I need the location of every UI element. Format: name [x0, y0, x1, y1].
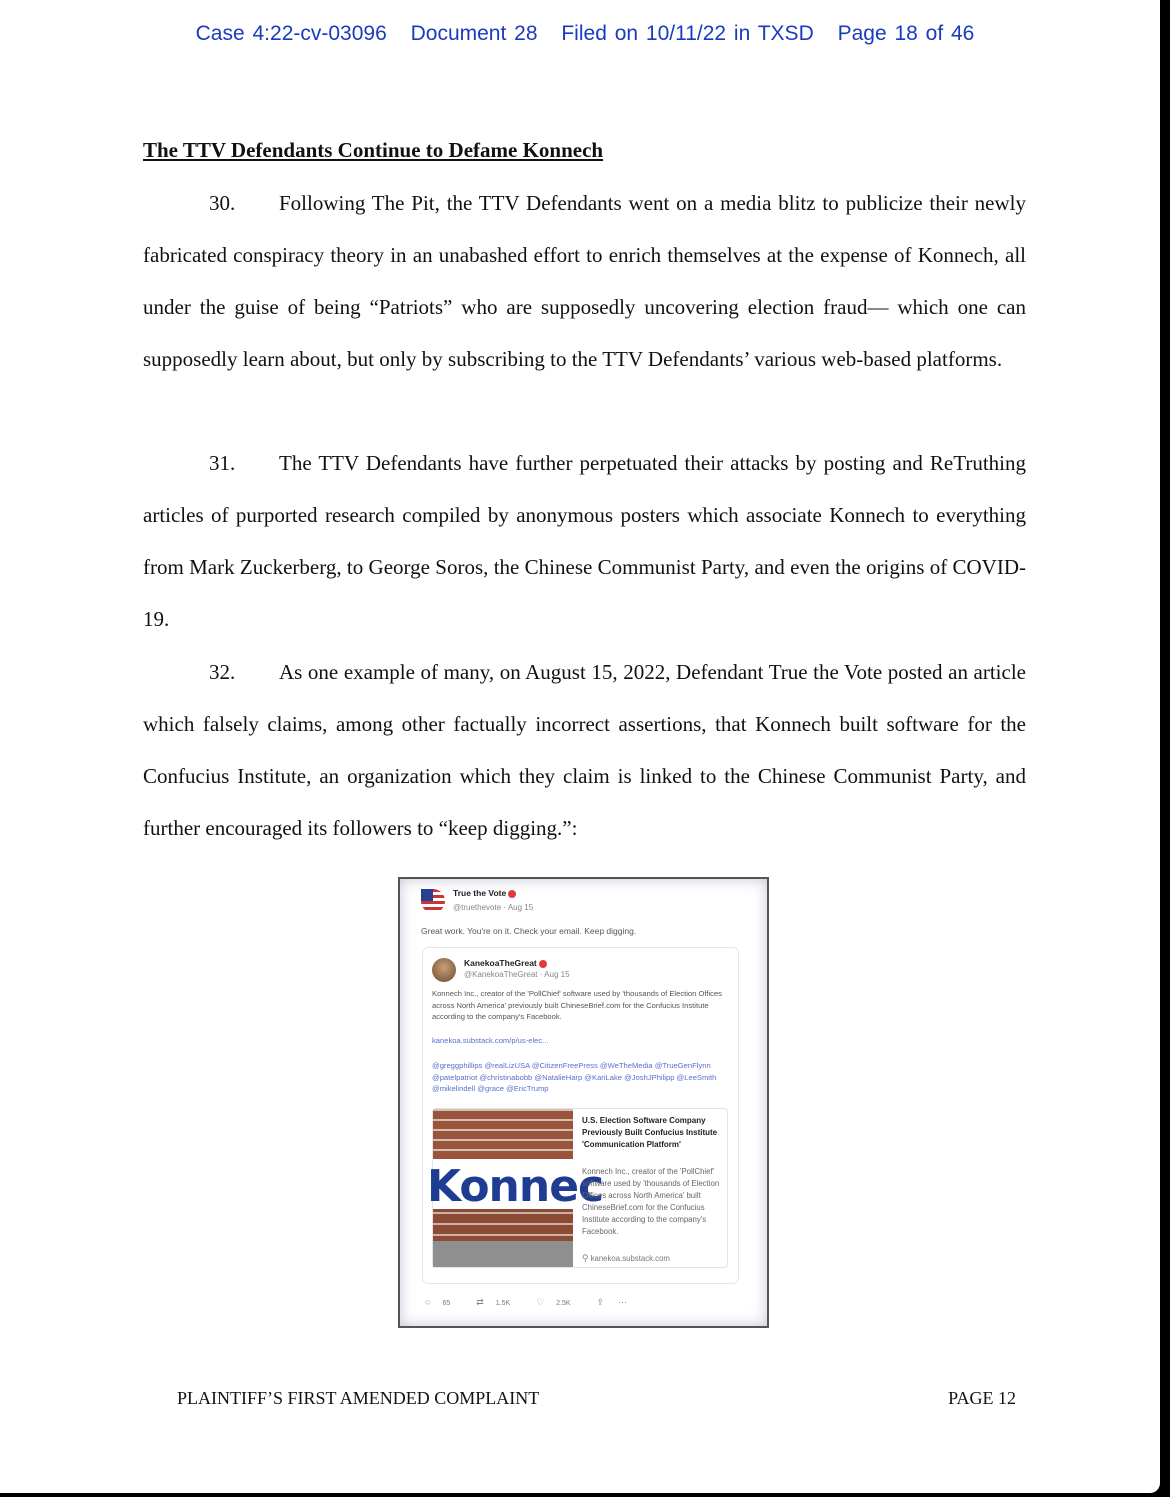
post-actions	[425, 1297, 639, 1308]
more-icon: ···	[618, 1297, 628, 1307]
paragraph-text: The TTV Defendants have further perpetuated their attacks by posting and ReTruthing articles of purported research compiled by anonymous posters which associate Konnech to everything from Mark Zuckerberg, to George Soros, the Chinese Communist Party, and even the origins of COVID-19.	[143, 451, 1026, 631]
reply-icon: ○	[425, 1297, 431, 1307]
card-domain: ⚲ kanekoa.substack.com	[582, 1253, 670, 1263]
filed-date: Filed on 10/11/22 in TXSD	[561, 22, 814, 45]
footer-page-number: PAGE 12	[948, 1388, 1016, 1408]
sign	[427, 1159, 604, 1212]
paragraph-number: 32.	[209, 660, 236, 684]
document-number: Document 28	[410, 22, 538, 45]
quoted-body: Konnech Inc., creator of the 'PollChief' software used by 'thousands of Election Offices across North America' previously built ChineseBrief.com for the Confucius Institute according to the company's Facebook.	[432, 989, 722, 1021]
paragraph-text: As one example of many, on August 15, 2022, Defendant True the Vote posted an article which falsely claims, among other factually incorrect assertions, that Konnech built software for the Confucius Institute, an organization which they claim is linked to the Chinese Communist Party, and further encouraged its followers to “keep digging.”:	[143, 660, 1026, 840]
quoted-author: KanekoaTheGreat	[464, 958, 547, 968]
card-description: Konnech Inc., creator of the 'PollChief' software used by 'thousands of Election Offices across North America' built ChineseBrief.com for the Confucius Institute according to the company's Facebook.	[582, 1167, 720, 1236]
verified-badge-icon	[539, 960, 547, 968]
footer-title: PLAINTIFF’S FIRST AMENDED COMPLAINT	[177, 1388, 540, 1408]
card-title: U.S. Election Software Company Previously Built Confucius Institute 'Communication Platform'	[582, 1116, 718, 1149]
paragraph-30	[143, 177, 1026, 385]
retruth-icon: ⇄	[476, 1297, 484, 1307]
sign-text: Konnec	[427, 1161, 604, 1212]
verified-badge-icon	[508, 890, 516, 898]
paragraph-number: 31.	[209, 451, 236, 475]
case-number: Case 4:22-cv-03096	[195, 22, 387, 45]
page-count: Page 18 of 46	[837, 22, 975, 45]
like-count: ♡ 2.5K	[536, 1297, 571, 1307]
embedded-post-screenshot	[398, 877, 769, 1328]
case-header	[0, 22, 1170, 46]
quoted-post	[422, 947, 739, 1284]
quoted-mentions: @greggphillips @realLizUSA @CitizenFreePress @WeTheMedia @TrueGenFlynn @patelpatriot @christinabobb @NatalieHarp @KariLake @JoshJPhilipp @LeeSmith @mikelindell @grace @EricTrump	[432, 1061, 717, 1093]
link-preview-card	[427, 1108, 728, 1268]
paragraph-32	[143, 646, 1026, 854]
paragraph-text: Following The Pit, the TTV Defendants went on a media blitz to publicize their newly fabricated conspiracy theory in an unabashed effort to enrich themselves at the expense of Konnech, all under the guise of being “Patriots” who are supposedly uncovering election fraud— which one can supposedly learn about, but only by subscribing to the TTV Defendants’ various web-based platforms.	[143, 191, 1026, 371]
heart-icon: ♡	[536, 1297, 545, 1307]
reply-count: ○ 65	[425, 1297, 451, 1307]
quoted-handle: @KanekoaTheGreat · Aug 15	[464, 970, 570, 979]
retruth-count: ⇄ 1.5K	[476, 1297, 511, 1307]
share-icon: ⇪	[596, 1297, 605, 1307]
post-author: True the Vote	[453, 888, 516, 898]
post-handle: @truethevote · Aug 15	[453, 903, 534, 912]
quoted-link: kanekoa.substack.com/p/us-elec...	[432, 1036, 549, 1045]
quoted-avatar	[432, 958, 456, 982]
paragraph-31	[143, 437, 1026, 645]
ground	[433, 1241, 573, 1267]
link-icon: ⚲	[582, 1253, 589, 1263]
card-image	[427, 1109, 604, 1267]
flag-avatar-icon	[421, 889, 445, 913]
brick-wall	[433, 1109, 573, 1159]
paragraph-number: 30.	[209, 191, 236, 215]
section-heading: The TTV Defendants Continue to Defame Konnech	[143, 138, 604, 162]
post-text: Great work. You're on it. Check your email. Keep digging.	[421, 926, 637, 936]
